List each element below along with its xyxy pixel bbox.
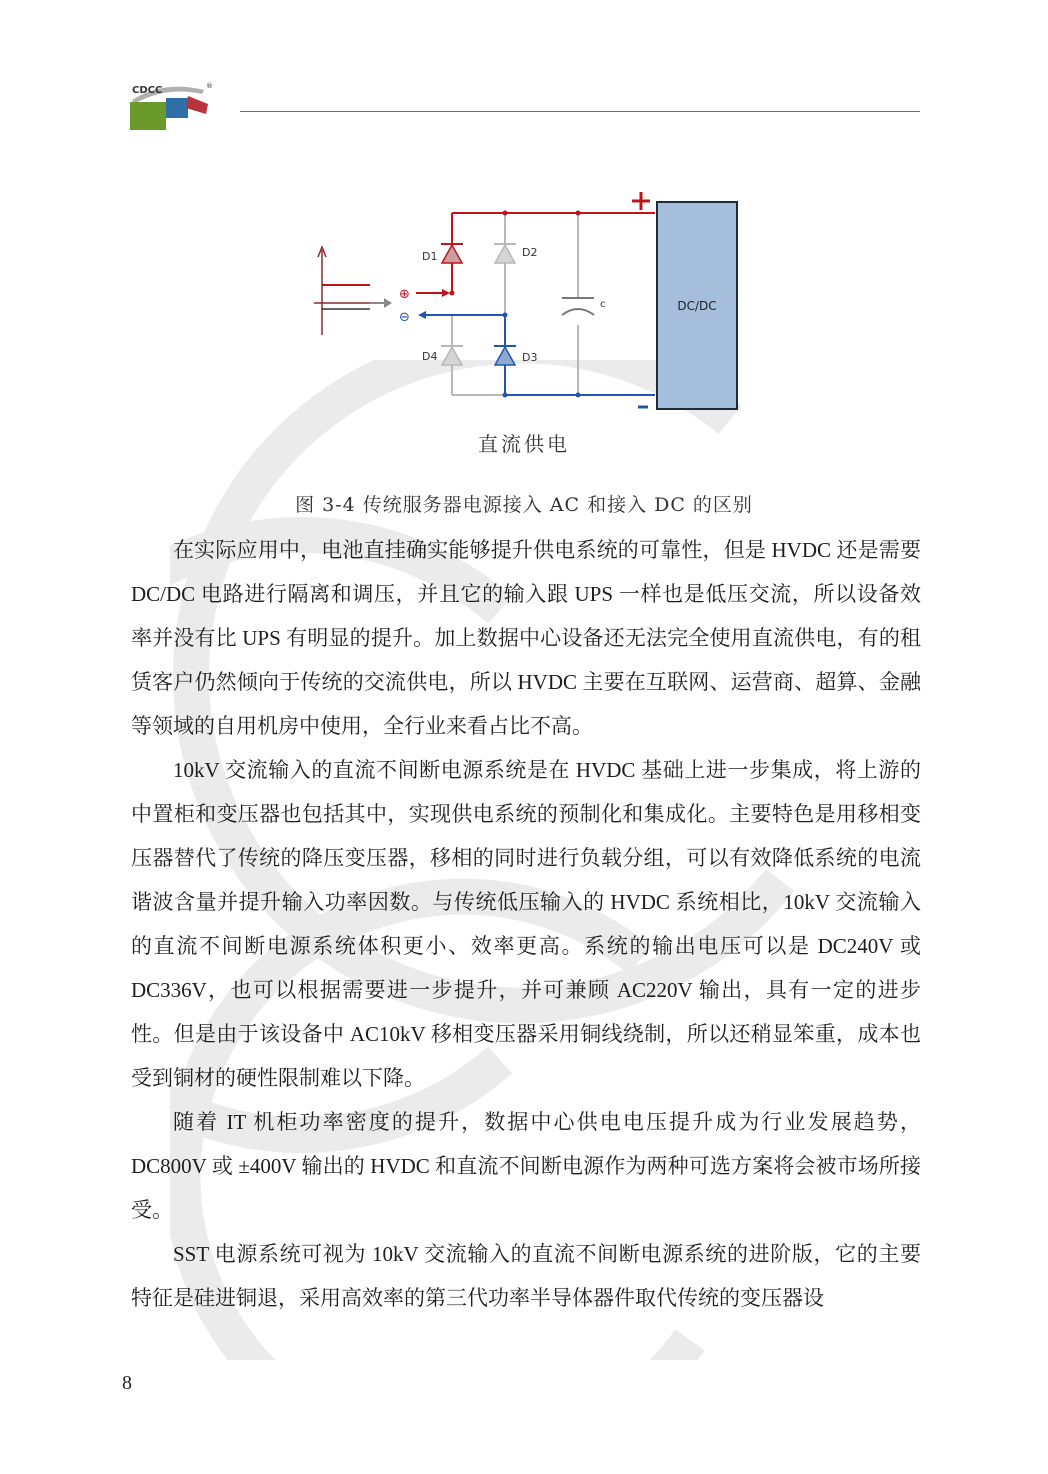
- label-d2: D2: [522, 246, 538, 259]
- paragraph-3: 随着 IT 机柜功率密度的提升，数据中心供电电压提升成为行业发展趋势，DC800V 或 ±400V 输出的 HVDC 和直流不间断电源作为两种可选方案将会被市场所接受。: [131, 1110, 921, 1222]
- input-negative-symbol: ⊖: [399, 310, 410, 325]
- page-number: 8: [122, 1372, 132, 1394]
- cdcc-logo: [124, 78, 224, 134]
- figure-sublabel: 直流供电: [478, 432, 570, 456]
- header-rule: [240, 111, 920, 112]
- dc-supply-circuit-diagram: [300, 185, 760, 425]
- logo-registered-mark: ®: [206, 82, 213, 90]
- logo-text: CDCC: [132, 85, 163, 96]
- input-positive-symbol: ⊕: [399, 287, 410, 302]
- label-d3: D3: [522, 351, 538, 364]
- diode-d1: [441, 244, 463, 263]
- diode-d4: [441, 346, 463, 365]
- paragraph-4: SST 电源系统可视为 10kV 交流输入的直流不间断电源系统的进阶版，它的主要特征是硅进铜退，采用高效率的第三代功率半导体器件取代传统的变压器设: [131, 1242, 921, 1310]
- label-dcdc: DC/DC: [677, 299, 717, 313]
- input-axes: [314, 247, 390, 335]
- body-text: [131, 528, 921, 1320]
- label-d4: D4: [422, 350, 438, 363]
- figure-caption: 图 3-4 传统服务器电源接入 AC 和接入 DC 的区别: [295, 494, 753, 516]
- paragraph-1: 在实际应用中，电池直挂确实能够提升供电系统的可靠性，但是 HVDC 还是需要 DC/DC 电路进行隔离和调压，并且它的输入跟 UPS 一样也是低压交流，所以设备效率并没有比 UPS 有明显的提升。加上数据中心设备还无法完全使用直流供电，有的租赁客户仍然倾向于传统的交流供电，所以 HVDC 主要在互联网、运营商、超算、金融等领域的自用机房中使用，全行业来看占比不高。: [131, 538, 921, 738]
- capacitor-plate-bottom: [562, 309, 594, 315]
- paragraph-2: 10kV 交流输入的直流不间断电源系统是在 HVDC 基础上进一步集成，将上游的中置柜和变压器也包括其中，实现供电系统的预制化和集成化。主要特色是用移相变压器替代了传统的降压变压器，移相的同时进行负载分组，可以有效降低系统的电流谐波含量并提升输入功率因数。与传统低压输入的 HVDC 系统相比，10kV 交流输入的直流不间断电源系统体积更小、效率更高。系统的输出电压可以是 DC240V 或 DC336V，也可以根据需要进一步提升，并可兼顾 AC220V 输出，具有一定的进步性。但是由于该设备中 AC10kV 移相变压器采用铜线绕制，所以还稍显笨重，成本也受到铜材的硬性限制难以下降。: [131, 758, 921, 1090]
- label-d1: D1: [422, 250, 438, 263]
- diode-d2: [494, 244, 516, 263]
- label-capacitor: c: [600, 299, 606, 310]
- diode-d3: [494, 346, 516, 365]
